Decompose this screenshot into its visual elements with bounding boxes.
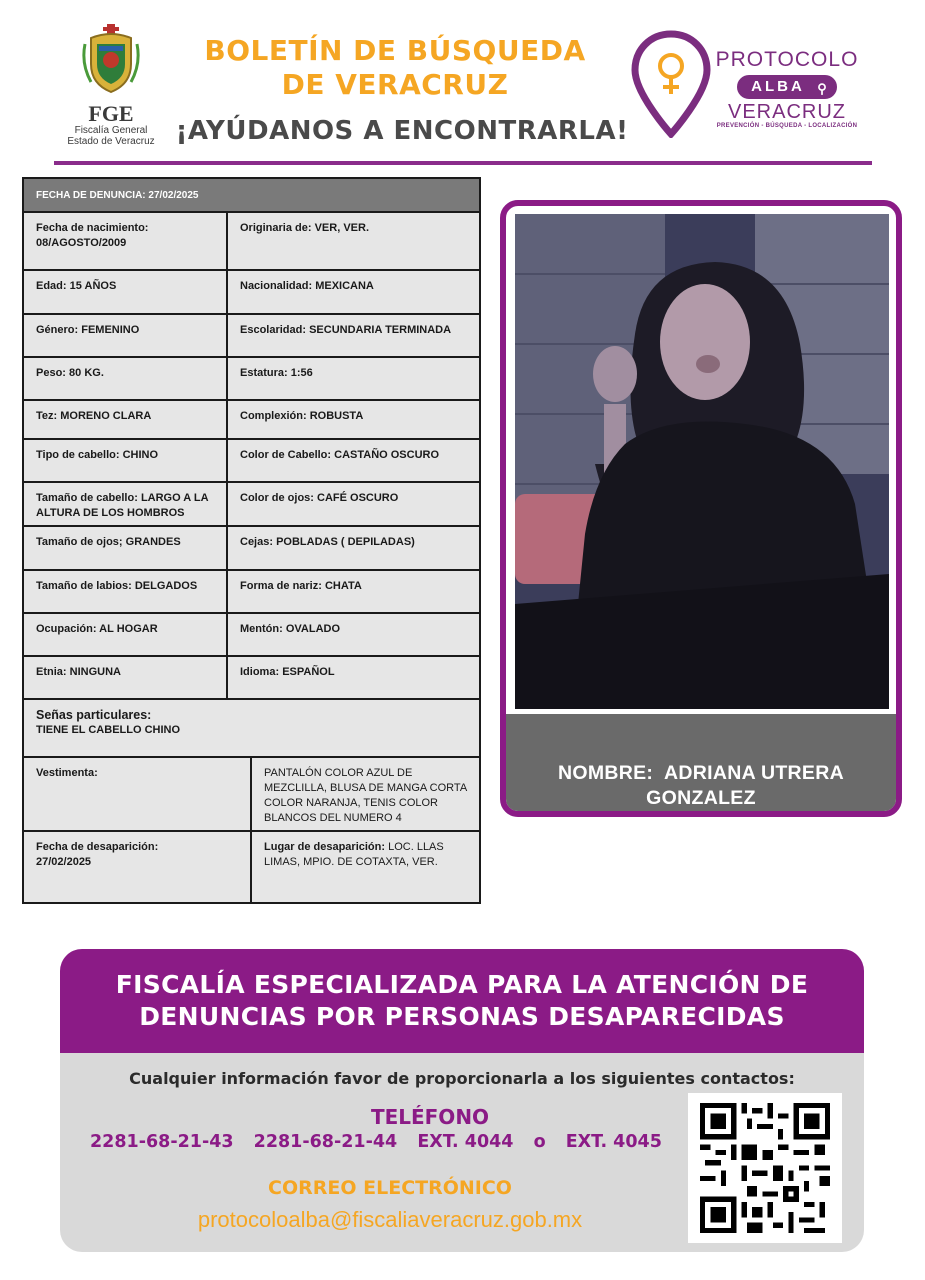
disappearance-place-label: Lugar de desaparición:: [264, 841, 386, 853]
report-date-label: FECHA DE DENUNCIA:: [36, 189, 146, 201]
help-title: ¡AYÚDANOS A ENCONTRARLA!: [175, 116, 629, 146]
hair-length-label: Tamaño de cabello:: [36, 492, 138, 504]
table-row: [24, 356, 479, 399]
table-row: [24, 211, 479, 269]
eyebrows-label: Cejas:: [240, 536, 274, 548]
qr-code[interactable]: [688, 1093, 842, 1243]
skin-tone-label: Tez:: [36, 410, 58, 422]
email-label: CORREO ELECTRÓNICO: [268, 1177, 512, 1199]
age-label: Edad:: [36, 280, 67, 292]
fge-name-line1: Fiscalía General: [74, 125, 148, 136]
report-date-row: [24, 179, 479, 211]
hair-type-value: CHINO: [122, 449, 159, 461]
photo-illustration: [515, 214, 889, 709]
lip-size-value: DELGADOS: [134, 580, 198, 592]
table-row: [24, 438, 479, 481]
table-row: [24, 612, 479, 655]
clothing-value: PANTALÓN COLOR AZUL DE MEZCLILLA, BLUSA DE MANGA CORTA COLOR NARANJA, TENIS COLOR BLANCOS DEL NUMERO 4: [264, 767, 467, 824]
phone-label: TELÉFONO: [370, 1105, 490, 1129]
disappearance-date-label: Fecha de desaparición:: [36, 841, 159, 853]
info-table: [22, 177, 481, 904]
alba-logo: [712, 48, 862, 129]
alba-protocolo: PROTOCOLO: [715, 48, 859, 71]
table-row: [24, 655, 479, 698]
ext-1: EXT. 4044: [417, 1132, 514, 1152]
weight-value: 80 KG.: [69, 367, 104, 379]
agency-banner: [60, 949, 864, 1053]
phone-numbers: [90, 1132, 690, 1152]
build-label: Complexión:: [240, 410, 307, 422]
skin-tone-value: MORENO CLARA: [60, 410, 152, 422]
eye-size-label: Tamaño de ojos;: [36, 536, 123, 548]
person-name-label: NOMBRE:: [557, 762, 654, 784]
disappearance-place-value: LOC. LLAS LIMAS, MPIO. DE COTAXTA, VER.: [264, 841, 444, 868]
hair-type-label: Tipo de cabello:: [36, 449, 120, 461]
email-link[interactable]: protocoloalba@fiscaliaveracruz.gob.mx: [197, 1207, 583, 1232]
alba-veracruz: VERACRUZ: [727, 101, 846, 123]
table-row: [24, 756, 479, 830]
ethnicity-label: Etnia:: [36, 666, 67, 678]
origin-label: Originaria de:: [240, 222, 312, 234]
schooling-label: Escolaridad:: [240, 324, 307, 336]
table-row: [24, 525, 479, 569]
age-value: 15 AÑOS: [69, 280, 117, 292]
contact-panel: [60, 1053, 864, 1252]
bulletin-title: [190, 34, 600, 102]
agency-line1: FISCALÍA ESPECIALIZADA PARA LA ATENCIÓN DE: [115, 970, 809, 999]
hair-color-label: Color de Cabello:: [240, 449, 332, 461]
origin-value: VER, VER.: [314, 222, 369, 234]
occupation-label: Ocupación:: [36, 623, 97, 635]
table-row: [24, 399, 479, 438]
nose-shape-value: CHATA: [324, 580, 362, 592]
chin-value: OVALADO: [285, 623, 341, 635]
person-name-band: [506, 714, 896, 811]
birthdate-value: 08/AGOSTO/2009: [36, 237, 127, 249]
agency-line2: DENUNCIAS POR PERSONAS DESAPARECIDAS: [139, 1002, 785, 1031]
nationality-label: Nacionalidad:: [240, 280, 313, 292]
report-date-value: 27/02/2025: [148, 189, 199, 201]
table-row: [24, 830, 479, 902]
contact-lead: Cualquier información favor de proporcionarla a los siguientes contactos:: [129, 1069, 795, 1088]
fge-name-line2: Estado de Veracruz: [67, 136, 155, 147]
nationality-value: MEXICANA: [315, 280, 374, 292]
alba-tagline: PREVENCIÓN - BÚSQUEDA - LOCALIZACIÓN: [716, 123, 858, 129]
bulletin-title-line2: DE VERACRUZ: [281, 68, 509, 101]
phone-2[interactable]: 2281-68-21-44: [253, 1132, 398, 1152]
schooling-value: SECUNDARIA TERMINADA: [309, 324, 452, 336]
clothing-label: Vestimenta:: [36, 767, 98, 779]
marks-value: TIENE EL CABELLO CHINO: [36, 724, 181, 736]
table-row: [24, 698, 479, 756]
disappearance-date-value: 27/02/2025: [36, 856, 92, 868]
language-value: ESPAÑOL: [282, 666, 335, 678]
bulletin-title-line1: BOLETÍN DE BÚSQUEDA: [204, 34, 586, 67]
alba-name-pill: [737, 75, 837, 99]
header-divider: [54, 161, 872, 165]
eyebrows-value: POBLADAS ( DEPILADAS): [276, 536, 415, 548]
person-name-value: ADRIANA UTRERA GONZALEZ: [646, 762, 845, 809]
missing-person-photo: [515, 214, 889, 709]
birthdate-label: Fecha de nacimiento:: [36, 222, 149, 234]
eye-size-value: GRANDES: [125, 536, 181, 548]
eye-color-value: CAFÉ OSCURO: [317, 492, 399, 504]
location-pin-icon: [630, 30, 712, 138]
ethnicity-value: NINGUNA: [69, 666, 121, 678]
table-row: [24, 481, 479, 525]
gender-value: FEMENINO: [81, 324, 140, 336]
chin-label: Mentón:: [240, 623, 283, 635]
fge-acronym: FGE: [88, 101, 134, 126]
language-label: Idioma:: [240, 666, 280, 678]
ext-2: EXT. 4045: [565, 1132, 662, 1152]
occupation-value: AL HOGAR: [99, 623, 158, 635]
photo-card: [500, 200, 902, 817]
height-label: Estatura:: [240, 367, 288, 379]
height-value: 1:56: [290, 367, 313, 379]
gender-label: Género:: [36, 324, 79, 336]
lip-size-label: Tamaño de labios:: [36, 580, 132, 592]
table-row: [24, 269, 479, 313]
magnifier-icon: ⚲: [817, 81, 827, 96]
alba-name: ALBA: [751, 78, 805, 95]
nose-shape-label: Forma de nariz:: [240, 580, 322, 592]
qr-code-icon: [698, 1103, 832, 1233]
coat-of-arms-icon: [81, 24, 141, 94]
weight-label: Peso:: [36, 367, 66, 379]
hair-length-value: LARGO A LA ALTURA DE LOS HOMBROS: [36, 492, 209, 519]
phone-1[interactable]: 2281-68-21-43: [90, 1132, 234, 1152]
table-row: [24, 313, 479, 356]
marks-label: Señas particulares:: [36, 708, 152, 722]
eye-color-label: Color de ojos:: [240, 492, 314, 504]
fge-logo: [56, 24, 166, 150]
table-row: [24, 569, 479, 612]
ext-separator: o: [533, 1132, 546, 1152]
hair-color-value: CASTAÑO OSCURO: [334, 449, 440, 461]
build-value: ROBUSTA: [309, 410, 364, 422]
